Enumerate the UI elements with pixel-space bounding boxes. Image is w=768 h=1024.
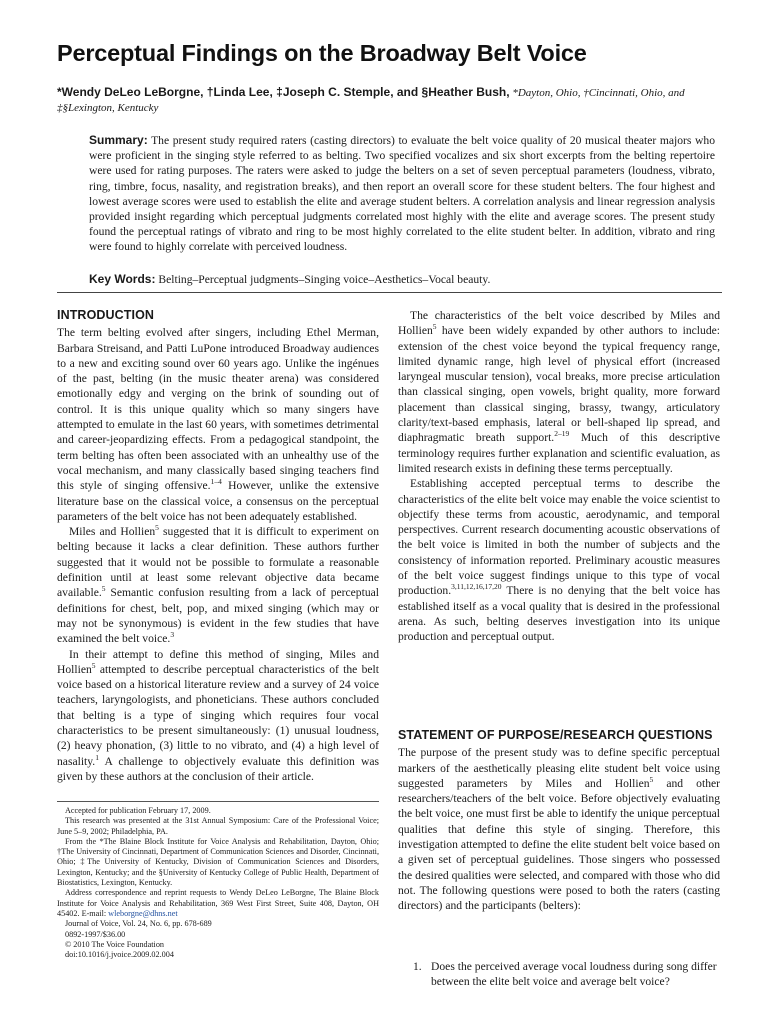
footnote-presented: This research was presented at the 31st Annual Symposium: Care of the Professional Voice; June 5–9, 2002; Philadelphia, PA. [57,816,379,836]
intro-paragraph-1: The term belting evolved after singers, including Ethel Merman, Barbara Streisand, and Patti LuPone introduced Broadway audiences to a new and exciting sound over 60 years ago. Unlike the ingénues of the past, belting (in the music theater arena) was considered emotionally edgy and verging on the brink of sounding out of control. It is this unique quality which so many singers have attempted to emulate in the last 60 years, with sometimes detrimental and career-jeopardizing effects. From a pedagogical standpoint, the term belting has often been associated with an unhealthy use of the vocal mechanism, and many classically based singing teachers find this style of singing offensive.$^{1-4}$ However, unlike the extensive literature base on the classical voice, a consensus on the perceptual parameters of the belt voice has not been adequately established. [57,326,379,523]
research-question-list [413,959,719,990]
footnote-journal: Journal of Voice, Vol. 24, No. 6, pp. 678-689 [65,919,212,929]
section-heading-purpose: STATEMENT OF PURPOSE/RESEARCH QUESTIONS [398,728,713,742]
footnote-affiliations: From the *The Blaine Block Institute for Voice Analysis and Rehabilitation, Dayton, Ohio; †The University of Cincinnati, Department of Communication Sciences and Disorder, Cincinnati, Ohio; ‡The University of Kentucky, Division of Communication Sciences and Disorders, Lexington, Kentucky; and the §University of Kentucky College of Public Health, Department of Biostatistics, Lexington, Kentucky. [57,836,379,888]
author-affiliation-2: ‡§Lexington, Kentucky [57,102,159,114]
purpose-paragraph: The purpose of the present study was to define specific perceptual markers of the aesthetically pleasing elite student belt voice using suggested parameters by Miles and Hollien$^5$ and other researchers/teachers of the belt voice. Before objectively evaluating the belt voice, one must first be able to identify the unique perceptual qualities that define this style of singing. Therefore, this investigation attempted to define the elite student belt voice based on a given set of perceptual guidelines. Those singers who possessed the desired qualities were selected, and compared with those who did not. The following questions were posed to both the raters (casting directors) and the participants (belters): [398,746,720,913]
summary-label: Summary: [89,133,148,147]
intro-paragraph-5: Establishing accepted perceptual terms to describe the characteristics of the elite belt voice may enable the voice scientist to objectify these terms from acoustic, aerodynamic, and temporal perspectives. Current research documenting acoustic observations of the belt voice is limited in both the number of subjects and the consistency of information reported. Preliminary acoustic measures of the belt voice suggest findings unique to this type of vocal production.$^{3,11,12,16,17,20}$ There is no denying that the belt voice has established itself as a vocal quality that is desired in the professional arena. As such, belting deserves investigation into its unique production and perceptual output. [398,477,720,644]
abstract [89,133,715,255]
right-column [398,308,720,645]
author-names: *Wendy DeLeo LeBorgne, †Linda Lee, ‡Joseph C. Stemple, and §Heather Bush, [57,85,510,99]
paper-title: Perceptual Findings on the Broadway Belt Voice [57,40,587,66]
footnote [57,806,379,960]
email-link[interactable]: wleborgne@dhns.net [108,908,178,918]
keywords-text: Belting–Perceptual judgments–Singing voice–Aesthetics–Vocal beauty. [158,273,491,286]
keywords [89,272,715,287]
footnote-copyright: © 2010 The Voice Foundation [65,939,165,949]
keywords-label: Key Words: [89,272,156,286]
footnote-divider [57,801,379,802]
intro-paragraph-2: Miles and Hollien$^5$ suggested that it is difficult to experiment on belting because it lacks a clear definition. These authors further suggested that it would not be possible to formulate a reasonable definition until at least some relevant objective data became available.$^5$ Semantic confusion resulting from a lack of perceptual definitions for chest, belt, pop, and mixed singing (which may or may not be synonymous) is evident in the few studies that have examined the belt voice.$^3$ [57,523,379,646]
question-number: 1. [413,960,422,973]
list-item [413,959,719,990]
footnote-address: Address correspondence and reprint requests to Wendy DeLeo LeBorgne, The Blaine Block Institute for Voice Analysis and Rehabilitation, 369 West First Street, Suite 408, Dayton, OH 45402. E-mail: wleborgne@dhns.net [57,888,379,918]
summary-text: The present study required raters (casting directors) to evaluate the belt voice quality of 20 musical theater majors who were proficient in the singing style referred to as belting. Two specified vocalizes and six short excerpts from the belting repertoire were used for rating purposes. The raters were asked to judge the belters on a set of seven perceptual parameters (loudness, vibrato, ring, timbre, focus, nasality, and registration breaks), and then report an overall score for these student belters. The four highest and lowest average scores were used to establish the elite and average student belters. A correlation analysis and linear regression analysis provided insight regarding which perceptual judgments correlated most highly with the elite and average scores. The present study found the perceptual ratings of vibrato and ring to be most highly correlated to the elite student belter. In addition, vibrato and ring were found to highly correlate with perceived loudness. [89,134,715,254]
purpose-section [398,728,720,914]
footnote-doi: doi:10.1016/j.jvoice.2009.02.004 [65,950,174,960]
footnote-accepted: Accepted for publication February 17, 2009. [65,806,211,815]
intro-paragraph-4: The characteristics of the belt voice described by Miles and Hollien$^5$ have been widely expanded by other authors to include: extension of the chest voice beyond the typical frequency range, limited dynamic range, high level of physical effort (increased laryngeal muscular tension), vocal breaks, more precise articulation than classical singing, open vowels, bright quality, more forward placement than classical singing, brassy, twangy, articulatory clarity/text-based emphasis, lateral or bell-shaped lip spread, and diaphragmatic breath support.$^{2-19}$ Much of this descriptive terminology requires further explanation and scientific evaluation, as limited research exists in defining these terms perceptually. [398,309,720,475]
left-column [57,308,379,784]
intro-paragraph-3: In their attempt to define this method of singing, Miles and Hollien$^5$ attempted to describe perceptual characteristics of the belt voice based on a historical literature review and a survey of 24 voice teachers, laryngologists, and phoneticians. These authors concluded that belting is a type of singing which requires four vocal characteristics to be present simultaneously: (1) unusual loudness, (2) heavy phonation, (3) little to no vibrato, and (4) a high level of nasality.$^1$ A challenge to objectively evaluate this definition was given by these authors at the conclusion of their article. [57,647,379,783]
section-heading-introduction: INTRODUCTION [57,308,155,322]
question-text: Does the perceived average vocal loudness during song differ between the elite belt voice and average belt voice? [431,960,717,989]
abstract-divider [57,292,722,293]
author-affiliation-1: *Dayton, Ohio, †Cincinnati, Ohio, and [512,87,685,99]
footnote-issn: 0892-1997/$36.00 [65,929,126,939]
author-list [57,85,727,116]
